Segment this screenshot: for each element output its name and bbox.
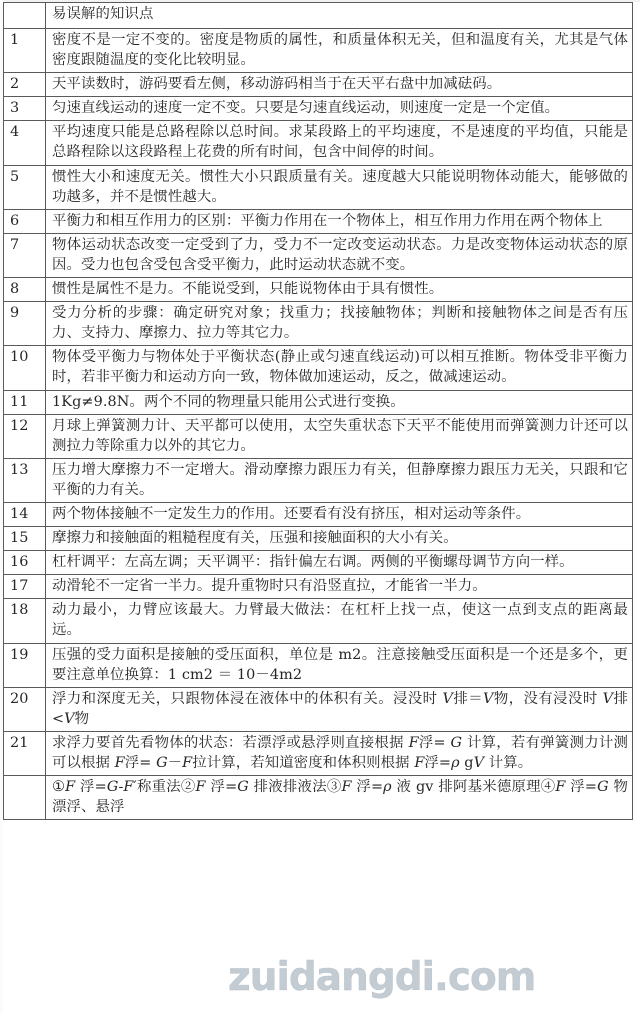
row-number-cell: 7	[4, 233, 46, 277]
row-content-cell: 天平读数时，游码要看左侧，移动游码相当于在天平右盘中加减砝码。	[46, 73, 633, 97]
table-header-row	[4, 3, 633, 29]
row-content-cell: 求浮力要首先看物体的状态：若漂浮或悬浮则直接根据 F浮= G 计算，若有弹簧测力计测可以根据 F浮= G－F拉计算，若知道密度和体积则根据 F浮=ρ gV 计算。	[46, 731, 633, 775]
table-row	[4, 97, 633, 121]
row-number-cell: 17	[4, 575, 46, 599]
table-row	[4, 599, 633, 643]
row-content-cell: 惯性大小和速度无关。惯性大小只跟质量有关。速度越大只能说明物体动能大，能够做的功越多，并不是惯性越大。	[46, 165, 633, 209]
site-watermark: zuidangdi.com	[228, 955, 536, 1000]
table-row	[4, 346, 633, 390]
table-row	[4, 414, 633, 458]
row-content-cell: 匀速直线运动的速度一定不变。只要是匀速直线运动，则速度一定是一个定值。	[46, 97, 633, 121]
row-number-cell: 16	[4, 551, 46, 575]
row-content-cell: 杠杆调平：左高左调；天平调平：指针偏左右调。两侧的平衡螺母调节方向一样。	[46, 551, 633, 575]
row-number-cell: 21	[4, 731, 46, 775]
row-number-cell: 3	[4, 97, 46, 121]
table-row	[4, 302, 633, 346]
table-row	[4, 527, 633, 551]
table-row	[4, 575, 633, 599]
table-row	[4, 502, 633, 526]
row-number-cell: 1	[4, 29, 46, 73]
row-number-cell: 5	[4, 165, 46, 209]
row-content-cell: 两个物体接触不一定发生力的作用。还要看有没有挤压，相对运动等条件。	[46, 502, 633, 526]
row-number-cell: 6	[4, 209, 46, 233]
row-content-cell: 动滑轮不一定省一半力。提升重物时只有沿竖直拉，才能省一半力。	[46, 575, 633, 599]
row-number-cell: 9	[4, 302, 46, 346]
row-content-cell: 平均速度只能是总路程除以总时间。求某段路上的平均速度，不是速度的平均值，只能是总路程除以这段路程上花费的所有时间，包含中间停的时间。	[46, 121, 633, 165]
header-number-cell	[4, 3, 46, 29]
row-number-cell: 2	[4, 73, 46, 97]
table-row	[4, 233, 633, 277]
row-number-cell: 8	[4, 278, 46, 302]
table-row	[4, 73, 633, 97]
row-content-cell: 摩擦力和接触面的粗糙程度有关，压强和接触面积的大小有关。	[46, 527, 633, 551]
header-title-cell: 易误解的知识点	[46, 3, 633, 29]
table-row	[4, 165, 633, 209]
row-content-cell: 浮力和深度无关，只跟物体浸在液体中的体积有关。浸没时 V排＝V物，没有浸没时 V排<V物	[46, 687, 633, 731]
row-content-cell: 惯性是属性不是力。不能说受到，只能说物体由于具有惯性。	[46, 278, 633, 302]
row-number-cell: 15	[4, 527, 46, 551]
row-number-cell: 19	[4, 643, 46, 687]
row-number-cell: 12	[4, 414, 46, 458]
table-row	[4, 551, 633, 575]
row-content-cell: ①F 浮=G-F′称重法②F 浮=G 排液排液法③F 浮=ρ 液 gv 排阿基米德原理④F 浮=G 物漂浮、悬浮	[46, 776, 633, 820]
table-row	[4, 687, 633, 731]
row-number-cell	[4, 776, 46, 820]
table-body	[4, 3, 633, 820]
row-number-cell: 14	[4, 502, 46, 526]
row-number-cell: 18	[4, 599, 46, 643]
knowledge-points-table	[3, 2, 633, 820]
row-number-cell: 13	[4, 458, 46, 502]
table-row	[4, 776, 633, 820]
table-row	[4, 29, 633, 73]
row-content-cell: 压力增大摩擦力不一定增大。滑动摩擦力跟压力有关，但静摩擦力跟压力无关，只跟和它平衡的力有关。	[46, 458, 633, 502]
row-content-cell: 1Kg≠9.8N。两个不同的物理量只能用公式进行变换。	[46, 390, 633, 414]
table-row	[4, 121, 633, 165]
row-content-cell: 物体运动状态改变一定受到了力，受力不一定改变运动状态。力是改变物体运动状态的原因。受力也包含受包含受平衡力，此时运动状态就不变。	[46, 233, 633, 277]
row-content-cell: 月球上弹簧测力计、天平都可以使用，太空失重状态下天平不能使用而弹簧测力计还可以测拉力等除重力以外的其它力。	[46, 414, 633, 458]
row-content-cell: 密度不是一定不变的。密度是物质的属性，和质量体积无关，但和温度有关，尤其是气体密度跟随温度的变化比较明显。	[46, 29, 633, 73]
table-row	[4, 458, 633, 502]
table-row	[4, 390, 633, 414]
table-row	[4, 209, 633, 233]
table-row	[4, 643, 633, 687]
row-content-cell: 压强的受力面积是接触的受压面积，单位是 m2。注意接触受压面积是一个还是多个，更要注意单位换算：1 cm2 ＝ 10－4m2	[46, 643, 633, 687]
row-number-cell: 20	[4, 687, 46, 731]
row-number-cell: 4	[4, 121, 46, 165]
table-row	[4, 731, 633, 775]
row-number-cell: 10	[4, 346, 46, 390]
row-content-cell: 物体受平衡力与物体处于平衡状态(静止或匀速直线运动)可以相互推断。物体受非平衡力时，若非平衡力和运动方向一致，物体做加速运动，反之，做减速运动。	[46, 346, 633, 390]
row-number-cell: 11	[4, 390, 46, 414]
row-content-cell: 动力最小，力臂应该最大。力臂最大做法：在杠杆上找一点，使这一点到支点的距离最远。	[46, 599, 633, 643]
table-row	[4, 278, 633, 302]
row-content-cell: 受力分析的步骤：确定研究对象；找重力；找接触物体；判断和接触物体之间是否有压力、支持力、摩擦力、拉力等其它力。	[46, 302, 633, 346]
row-content-cell: 平衡力和相互作用力的区别：平衡力作用在一个物体上，相互作用力作用在两个物体上	[46, 209, 633, 233]
